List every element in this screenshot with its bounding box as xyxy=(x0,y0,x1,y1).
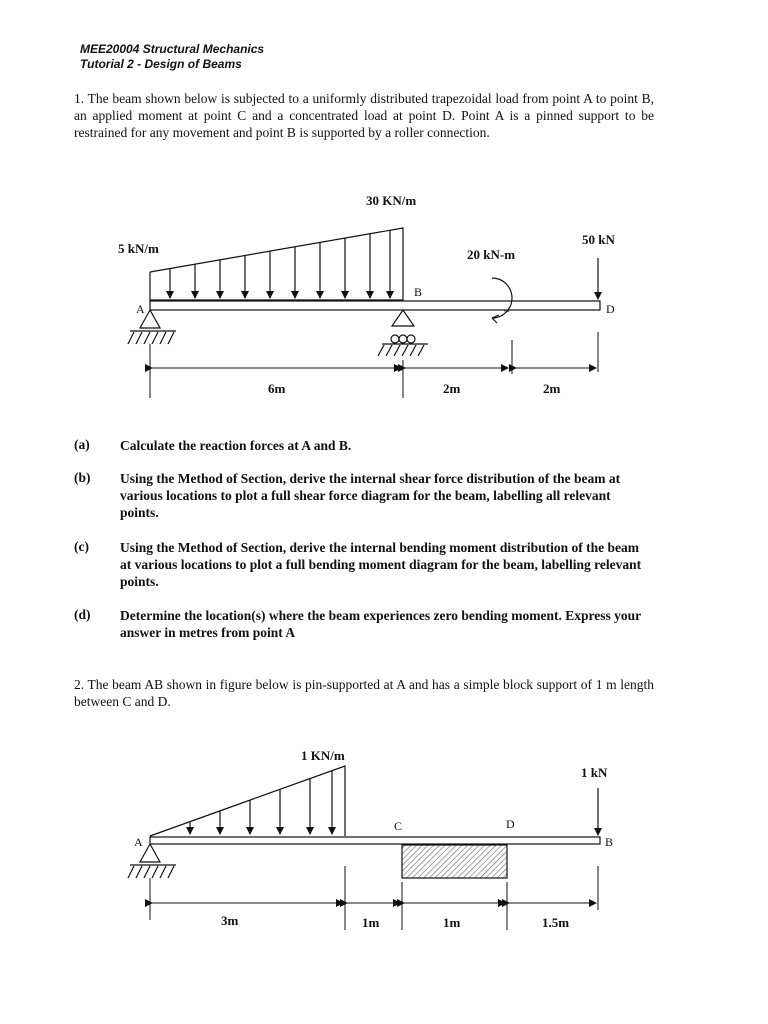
fig2-label-c: C xyxy=(394,819,403,833)
q1-part-b-text: Using the Method of Section, derive the internal shear force distribution of the beam at various locations to plot a full shear force diagram for the beam, labelling all relevant points. xyxy=(120,471,621,520)
fig1-dim-3: 2m xyxy=(543,381,561,396)
q1-part-d-text: Determine the location(s) where the beam experiences zero bending moment. Express your answer in metres from point A xyxy=(120,608,641,640)
fig1-dim-2: 2m xyxy=(443,381,461,396)
fig2-dim-4: 1.5m xyxy=(542,915,570,930)
course-title: MEE20004 Structural Mechanics xyxy=(80,42,265,56)
tutorial-title: Tutorial 2 - Design of Beams xyxy=(80,57,242,71)
q1-part-c-text: Using the Method of Section, derive the internal bending moment distribution of the beam at various locations to plot a full bending moment diagram for the beam, labelling relevant points. xyxy=(120,540,642,589)
q1-text: 1. The beam shown below is subjected to a uniformly distributed trapezoidal load from point A to point B, an applied moment at point C and a concentrated load at point D. Point A is a pinned support to be restrained for any movement and point B is supported by a roller connection. xyxy=(74,91,654,140)
fig2-load-max-label: 1 KN/m xyxy=(301,748,345,763)
q1-part-a-letter: (a) xyxy=(74,437,90,452)
fig1-load-max-label: 30 KN/m xyxy=(366,193,417,208)
fig1-moment-label: 20 kN-m xyxy=(467,247,516,262)
fig1-roller-support-b xyxy=(378,310,428,356)
fig1-label-d: D xyxy=(606,302,615,316)
figure-2-beam xyxy=(0,740,768,940)
fig1-load-outline xyxy=(150,228,403,300)
fig1-dimensions xyxy=(150,332,598,398)
fig2-beam xyxy=(150,837,600,844)
fig2-point-load-label: 1 kN xyxy=(581,765,608,780)
figure-1-beam xyxy=(0,180,768,420)
q1-part-a-text: Calculate the reaction forces at A and B. xyxy=(120,438,352,453)
fig1-load-arrows xyxy=(170,230,390,298)
fig1-label-b: B xyxy=(414,285,423,299)
q1-part-d-letter: (d) xyxy=(74,607,91,622)
fig2-dim-3: 1m xyxy=(443,915,461,930)
fig1-dim-1: 6m xyxy=(268,381,286,396)
fig2-block-support xyxy=(402,845,507,878)
fig1-point-load-label: 50 kN xyxy=(582,232,615,247)
fig1-beam xyxy=(150,301,600,310)
fig2-label-a: A xyxy=(134,835,143,849)
q1-part-c-letter: (c) xyxy=(74,539,89,554)
fig2-label-d: D xyxy=(506,817,515,831)
fig2-dim-2: 1m xyxy=(362,915,380,930)
fig1-load-min-label: 5 kN/m xyxy=(118,241,159,256)
q2-text: 2. The beam AB shown in figure below is pin-supported at A and has a simple block support of 1 m length between C and D. xyxy=(74,677,654,709)
fig2-label-b: B xyxy=(605,835,614,849)
fig2-dim-1: 3m xyxy=(221,913,239,928)
fig2-pin-support-a xyxy=(128,844,176,878)
fig2-load-outline xyxy=(150,766,345,836)
fig1-label-a: A xyxy=(136,302,145,316)
fig2-load-arrows xyxy=(190,771,332,834)
q1-part-b-letter: (b) xyxy=(74,470,91,485)
